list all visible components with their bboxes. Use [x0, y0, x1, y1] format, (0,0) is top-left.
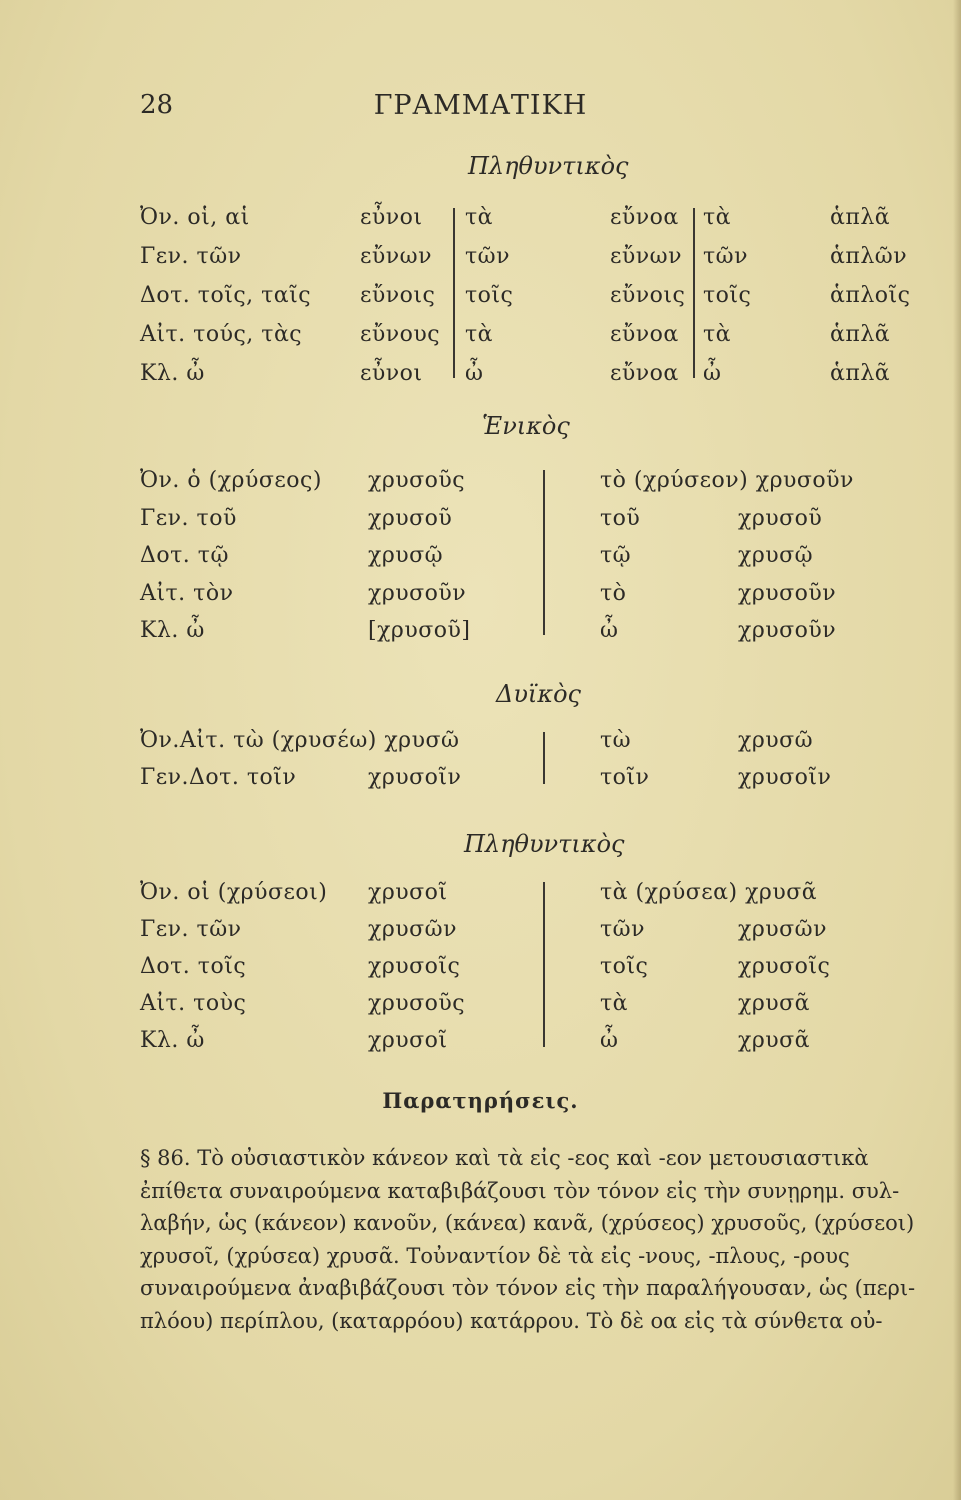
table1-cell: εὔνοα — [610, 322, 679, 347]
table1-cell: εὔνων — [610, 244, 682, 269]
table4-cell: Γεν. τῶν — [140, 917, 242, 942]
table3-cell: Γεν.Δοτ. τοῖν — [140, 765, 297, 790]
table1-cell: εὔνοα — [610, 361, 679, 386]
table4-cell: τοῖς — [600, 954, 649, 979]
table3-cell: χρυσοῖν — [738, 765, 832, 790]
table1-cell: εὔνους — [360, 322, 441, 347]
table2-cell: χρυσοῦν — [738, 580, 837, 606]
paragraph-line: ἐπίθετα συναιρούμενα καταβιβάζουσι τὸν τόνον εἰς τὴν συνῃρημ. συλ- — [140, 1178, 900, 1203]
table2-cell: τοῦ — [600, 505, 641, 531]
table1-cell: ἁπλοῖς — [830, 283, 911, 308]
table2-cell: χρυσῷ — [738, 543, 814, 568]
table4-cell: τὰ — [600, 991, 629, 1016]
table1-cell: εὔνων — [360, 244, 432, 269]
table1-cell: ἁπλῶν — [830, 244, 908, 269]
table4-cell: χρυσοῦς — [368, 991, 466, 1016]
table4-cell: χρυσοῖς — [738, 954, 831, 979]
table2-cell: [χρυσοῦ] — [368, 618, 471, 643]
table1-cell: ὦ — [465, 361, 484, 386]
table2-cell: χρυσῷ — [368, 543, 444, 568]
table1-cell: τὰ — [465, 205, 494, 230]
table1-cell: εὖνοι — [360, 361, 423, 386]
table1-cell: τὰ — [465, 322, 494, 347]
table4-cell: ὦ — [600, 1028, 619, 1053]
table4-cell: τῶν — [600, 917, 645, 942]
table4-heading: Πληθυντικὸς — [464, 830, 625, 858]
table2-heading: Ἑνικὸς — [482, 412, 570, 440]
table1-cell: ὦ — [703, 361, 722, 386]
table4-cell: Κλ. ὦ — [140, 1028, 205, 1053]
page-edge-shadow — [953, 0, 961, 1500]
table2-cell: χρυσοῦ — [738, 505, 823, 531]
table1-cell: Ὀν. οἱ, αἱ — [140, 205, 250, 230]
table2-cell: τὸ (χρύσεον) χρυσοῦν — [600, 468, 854, 493]
table4-cell: χρυσοῖ — [368, 1028, 448, 1053]
table1-cell: εὔνοις — [610, 283, 686, 308]
paragraph-86 — [140, 1142, 930, 1337]
paragraph-line: § 86. Τὸ οὐσιαστικὸν κάνεον καὶ τὰ εἰς -εος καὶ -εον μετουσιαστικὰ — [140, 1146, 869, 1170]
paragraph-line: συναιρούμενα ἀναβιβάζουσι τὸν τόνον εἰς τὴν παραλήγουσαν, ὡς (περι- — [140, 1276, 916, 1300]
table4-cell: Δοτ. τοῖς — [140, 954, 247, 979]
table1-cell: τὰ — [703, 322, 732, 347]
table1-cell: τοῖς — [465, 283, 514, 308]
table4-cell: χρυσᾶ — [738, 991, 811, 1016]
table2-cell: χρυσοῦς — [368, 468, 466, 493]
table3-cell: χρυσῶ — [738, 728, 814, 753]
table1-cell: τῶν — [703, 244, 748, 269]
table4-cell: χρυσᾶ — [738, 1028, 811, 1053]
table2-cell: ὦ — [600, 618, 619, 643]
table1-cell: εὔνοις — [360, 283, 436, 308]
table3-cell: τοῖν — [600, 765, 650, 790]
table3-cell: τὼ — [600, 728, 632, 753]
table1-cell: ἁπλᾶ — [830, 361, 891, 386]
table1-cell: Αἰτ. τούς, τὰς — [140, 322, 303, 347]
paragraph-line: λαβήν, ὡς (κάνεον) κανοῦν, (κάνεα) κανᾶ, (χρύσεος) χρυσοῦς, (χρύσεοι) — [140, 1211, 915, 1235]
table4-cell: χρυσῶν — [368, 917, 457, 942]
table1-cell: ἁπλᾶ — [830, 205, 891, 230]
table4-cell: Αἰτ. τοὺς — [140, 991, 247, 1016]
table1-cell: Δοτ. τοῖς, ταῖς — [140, 283, 312, 308]
table4-cell: Ὀν. οἱ (χρύσεοι) — [140, 880, 328, 905]
table1-cell: εὖνοι — [360, 205, 423, 230]
table4-divider — [543, 882, 545, 1047]
paragraph-line: πλόου) περίπλου, (καταρρόου) κατάρρου. Τὸ δὲ οα εἰς τὰ σύνθετα οὐ- — [140, 1308, 883, 1333]
observations-title: Παρατηρήσεις. — [382, 1088, 579, 1113]
table2-cell: τὸ — [600, 580, 627, 606]
table3-heading: Δυϊκὸς — [496, 680, 581, 708]
table1-cell: τῶν — [465, 244, 510, 269]
table1-cell: εὔνοα — [610, 205, 679, 230]
table1-cell: Κλ. ὦ — [140, 361, 205, 386]
table3-divider — [543, 732, 545, 784]
table1-divider-1 — [453, 208, 455, 378]
table4-cell: τὰ (χρύσεα) χρυσᾶ — [600, 880, 818, 905]
paragraph-line: χρυσοῖ, (χρύσεα) χρυσᾶ. Τοὐναντίον δὲ τὰ εἰς -νους, -πλους, -ρους — [140, 1243, 850, 1268]
page-number: 28 — [140, 90, 174, 120]
table1-cell: Γεν. τῶν — [140, 244, 242, 269]
table2-cell: χρυσοῦν — [738, 618, 837, 643]
table1-cell: τοῖς — [703, 283, 752, 308]
table3-cell: Ὀν.Αἰτ. τὼ (χρυσέω) χρυσῶ — [140, 728, 460, 753]
table2-cell: τῷ — [600, 543, 632, 568]
table4-cell: χρυσοῖ — [368, 880, 448, 905]
table1-heading: Πληθυντικὸς — [468, 152, 629, 180]
table4-cell: χρυσοῖς — [368, 954, 461, 979]
table1-divider-2 — [693, 208, 695, 378]
table2-cell: Δοτ. τῷ — [140, 543, 229, 568]
table1-cell: τὰ — [703, 205, 732, 230]
table2-cell: Κλ. ὦ — [140, 618, 205, 643]
table4-cell: χρυσῶν — [738, 917, 827, 942]
table2-cell: χρυσοῦν — [368, 580, 467, 606]
table2-divider — [543, 470, 545, 635]
table3-cell: χρυσοῖν — [368, 765, 462, 790]
table2-cell: Αἰτ. τὸν — [140, 580, 234, 606]
table2-cell: Γεν. τοῦ — [140, 505, 237, 531]
running-head: ΓΡΑΜΜΑΤΙΚΗ — [373, 90, 588, 121]
table2-cell: χρυσοῦ — [368, 505, 453, 531]
table1-cell: ἁπλᾶ — [830, 322, 891, 347]
table2-cell: Ὀν. ὁ (χρύσεος) — [140, 468, 322, 493]
